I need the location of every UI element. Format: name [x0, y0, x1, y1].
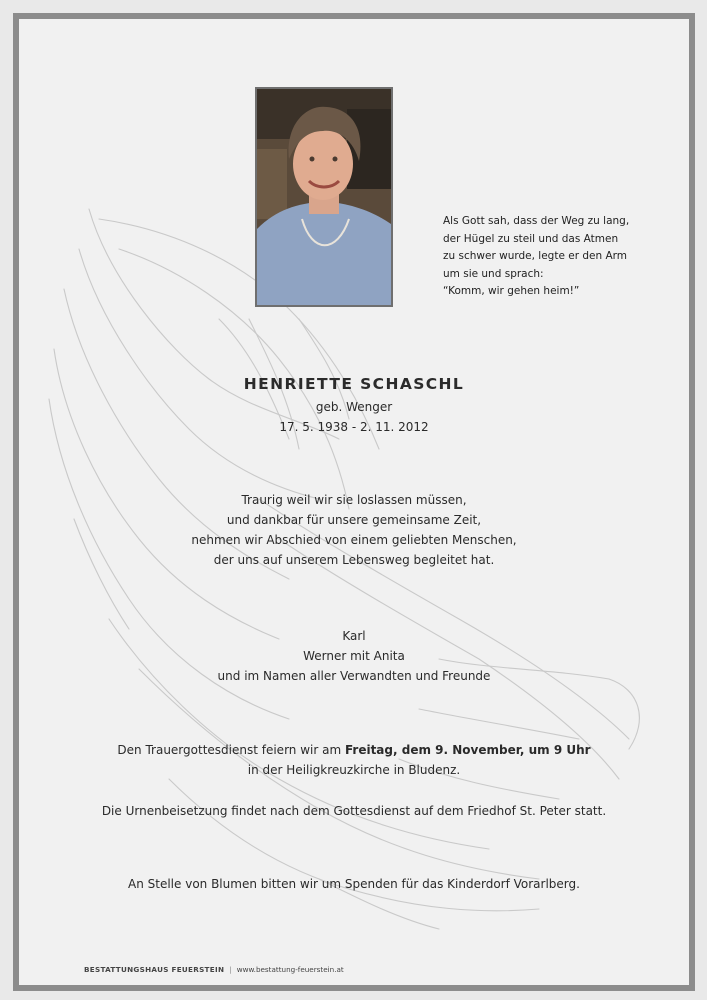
birth-name: geb. Wenger: [315, 400, 393, 414]
footer-separator: |: [229, 965, 232, 974]
poem-line: um sie und sprach:: [443, 267, 544, 280]
tribute-line: und dankbar für unsere gemeinsame Zeit,: [226, 513, 482, 527]
poem-line: Als Gott sah, dass der Weg zu lang,: [443, 215, 630, 227]
burial-info: Die Urnenbeisetzung findet nach dem Gottesdienst auf dem Friedhof St. Peter statt.: [101, 804, 607, 818]
obituary-card: [13, 13, 695, 991]
poem-line: zu schwer wurde, legte er den Arm: [443, 250, 628, 263]
mourner-line: Karl: [342, 629, 366, 643]
tribute-line: Traurig weil wir sie loslassen müssen,: [241, 493, 467, 507]
tribute-line: nehmen wir Abschied von einem geliebten Menschen,: [191, 533, 517, 547]
service-date: Freitag, dem 9. November, um 9 Uhr: [344, 743, 591, 757]
portrait-photo: [255, 87, 393, 307]
mourner-line: Werner mit Anita: [303, 649, 405, 663]
funeral-home-name: BESTATTUNGSHAUS FEUERSTEIN: [84, 965, 225, 974]
deceased-name: HENRIETTE SCHASCHL: [243, 375, 465, 393]
poem: [443, 213, 673, 301]
donation-request: An Stelle von Blumen bitten wir um Spenden für das Kinderdorf Vorarlberg.: [128, 877, 580, 891]
poem-line: “Komm, wir gehen heim!”: [443, 285, 580, 298]
mourner-line: und im Namen aller Verwandten und Freunde: [217, 669, 491, 683]
tribute-line: der uns auf unserem Lebensweg begleitet hat.: [213, 553, 495, 567]
poem-line: der Hügel zu steil und das Atmen: [443, 232, 619, 245]
service-time: [19, 743, 689, 757]
service-location: in der Heiligkreuzkirche in Bludenz.: [247, 763, 461, 777]
footer: [84, 965, 344, 974]
website-link[interactable]: www.bestattung-feuerstein.at: [236, 965, 344, 974]
service-prefix: Den Trauergottesdienst feiern wir am: [117, 743, 345, 757]
life-dates: 17. 5. 1938 - 2. 11. 2012: [279, 420, 429, 434]
